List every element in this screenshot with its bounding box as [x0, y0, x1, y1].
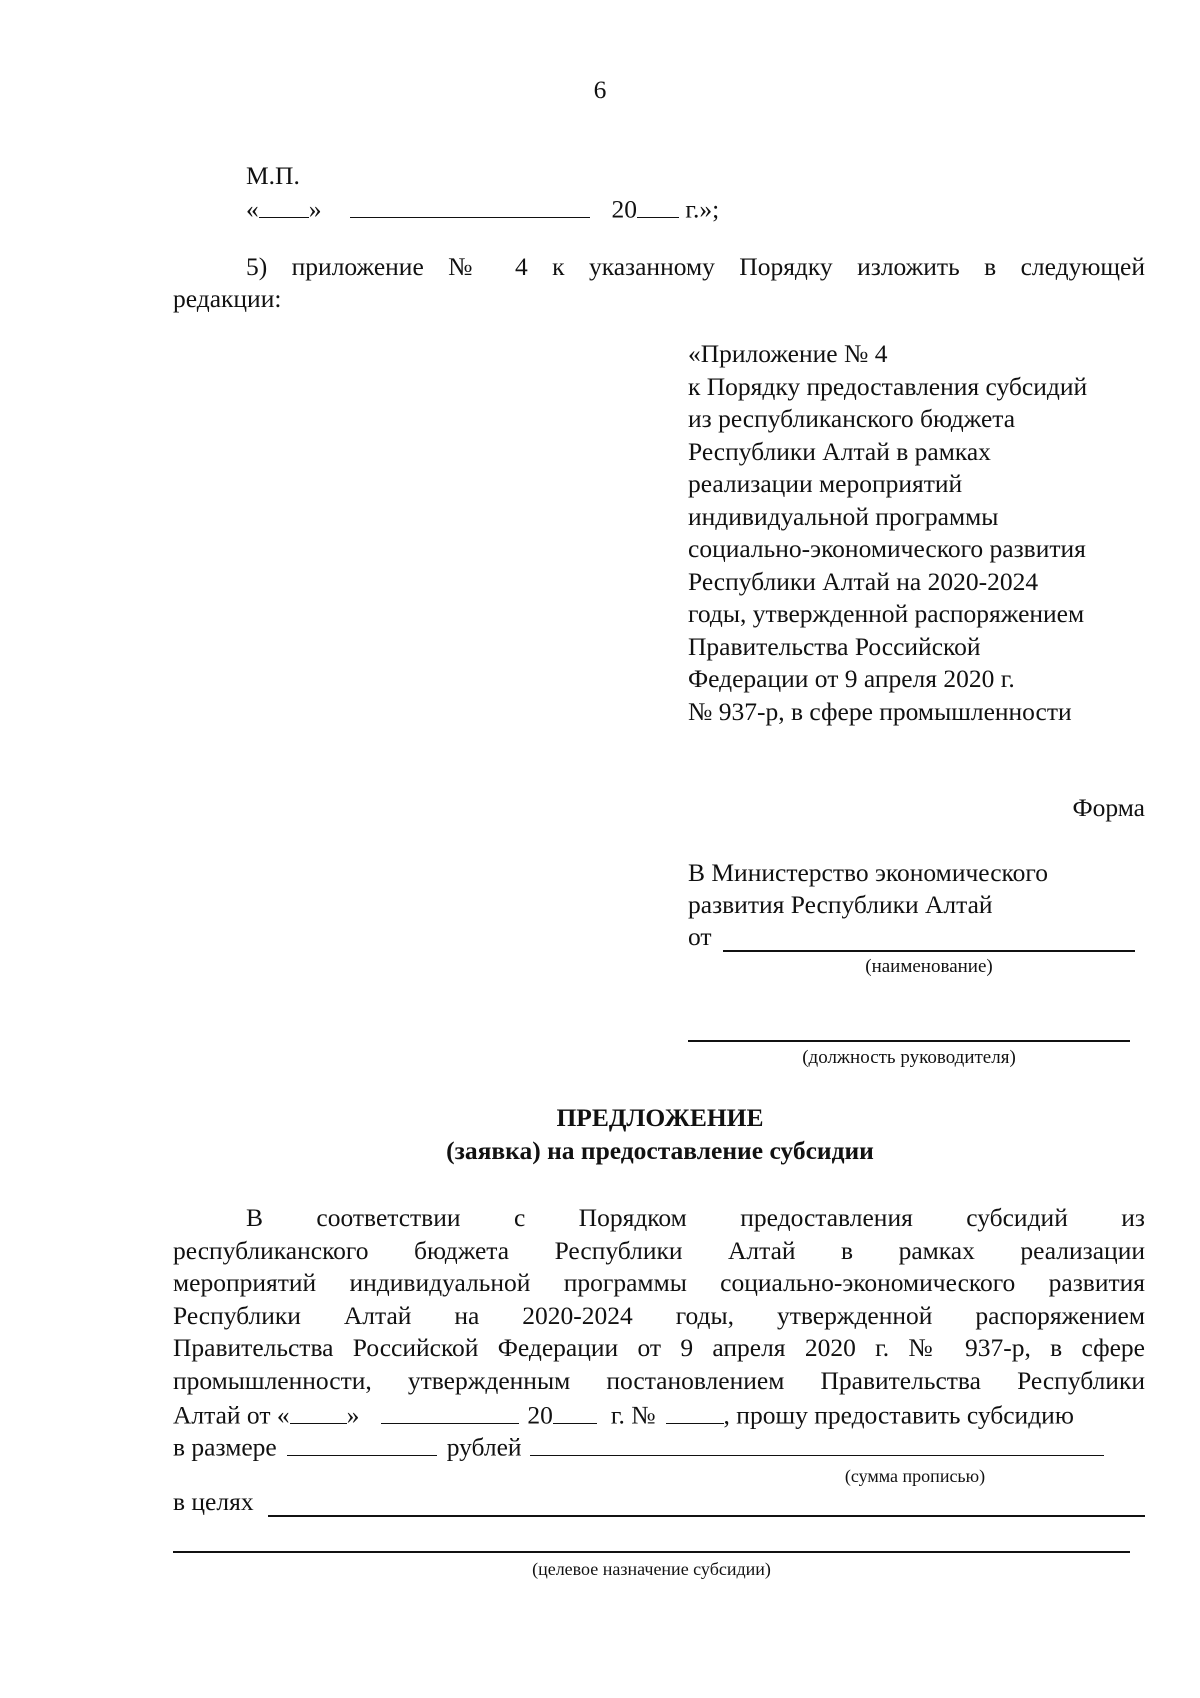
body-line: мероприятий индивидуальной программы социально-экономического развития	[173, 1268, 1145, 1297]
rubles-label: рублей	[446, 1432, 522, 1462]
seal-label: М.П.	[246, 161, 300, 190]
close-quote: »	[308, 194, 322, 224]
document-title: ПРЕДЛОЖЕНИЕ	[556, 1103, 764, 1132]
resolution-date-line	[173, 1397, 1074, 1432]
form-label: Форма	[1072, 793, 1145, 822]
year-prefix: 20	[611, 194, 637, 224]
appendix-line: «Приложение № 4	[688, 339, 888, 368]
resolution-year-prefix: 20	[527, 1400, 553, 1430]
resolution-prefix: Алтай от «	[173, 1400, 290, 1430]
appendix-line: к Порядку предоставления субсидий	[688, 371, 1088, 401]
addressee-line-2: развития Республики Алтай	[688, 890, 993, 919]
resolution-month-blank	[381, 1397, 519, 1424]
appendix-line: из республиканского бюджета	[688, 404, 1016, 433]
request-text: , прошу предоставить субсидию	[723, 1400, 1074, 1430]
purpose-label: в целях	[173, 1487, 254, 1516]
amendment-line-2: редакции:	[173, 284, 282, 313]
purpose-line-1	[268, 1515, 1145, 1517]
amount-words-blank	[530, 1429, 1104, 1456]
body-paragraph	[173, 1202, 1145, 1397]
name-caption: (наименование)	[865, 956, 993, 977]
amount-blank	[287, 1429, 437, 1456]
appendix-line: Федерации от 9 апреля 2020 г.	[688, 664, 1015, 693]
amount-line	[173, 1429, 1104, 1464]
month-blank	[350, 191, 590, 218]
amendment-paragraph	[173, 251, 1145, 284]
amount-label: в размере	[173, 1432, 277, 1462]
purpose-line-2	[173, 1551, 1130, 1553]
body-line: В соответствии с Порядком предоставления субсидий из	[246, 1203, 1145, 1232]
body-line: промышленности, утвержденным постановлением Правительства Республики	[173, 1365, 1145, 1395]
appendix-line: Республики Алтай в рамках	[688, 436, 991, 466]
body-line: Республики Алтай на 2020-2024 годы, утвержденной распоряжением	[173, 1300, 1145, 1330]
purpose-caption: (целевое назначение субсидии)	[532, 1559, 771, 1579]
appendix-header	[688, 338, 1087, 728]
amendment-line-1: 5) приложение № 4 к указанному Порядку изложить в следующей	[246, 252, 1145, 281]
sum-caption: (сумма прописью)	[844, 1466, 986, 1486]
day-blank	[259, 191, 309, 218]
organization-name-line	[723, 950, 1135, 952]
body-line: республиканского бюджета Республики Алтай в рамках реализации	[173, 1235, 1145, 1265]
body-line: Правительства Российской Федерации от 9 апреля 2020 г. № 937-р, в сфере	[173, 1333, 1145, 1362]
resolution-year-blank	[553, 1397, 597, 1424]
appendix-line: Республики Алтай на 2020-2024	[688, 566, 1039, 596]
appendix-line: социально-экономического развития	[688, 534, 1086, 563]
year-suffix: г.»;	[679, 194, 720, 224]
head-position-line	[688, 1040, 1130, 1042]
resolution-number-label: г. №	[610, 1400, 656, 1430]
from-label: от	[688, 922, 712, 951]
resolution-day-blank	[290, 1397, 347, 1424]
appendix-line: индивидуальной программы	[688, 501, 999, 531]
appendix-line: годы, утвержденной распоряжением	[688, 599, 1085, 628]
year-blank	[637, 191, 679, 218]
page-number: 6	[593, 75, 607, 104]
addressee-line-1: В Министерство экономического	[688, 858, 1048, 887]
signature-date-line	[246, 191, 719, 226]
head-caption: (должность руководителя)	[802, 1047, 1016, 1068]
appendix-line: реализации мероприятий	[688, 469, 963, 498]
resolution-number-blank	[666, 1397, 724, 1424]
resolution-close-quote: »	[346, 1400, 360, 1430]
open-quote: «	[246, 194, 259, 224]
document-subtitle: (заявка) на предоставление субсидии	[446, 1136, 874, 1165]
appendix-line: Правительства Российской	[688, 631, 981, 661]
appendix-line: № 937-р, в сфере промышленности	[688, 696, 1072, 726]
